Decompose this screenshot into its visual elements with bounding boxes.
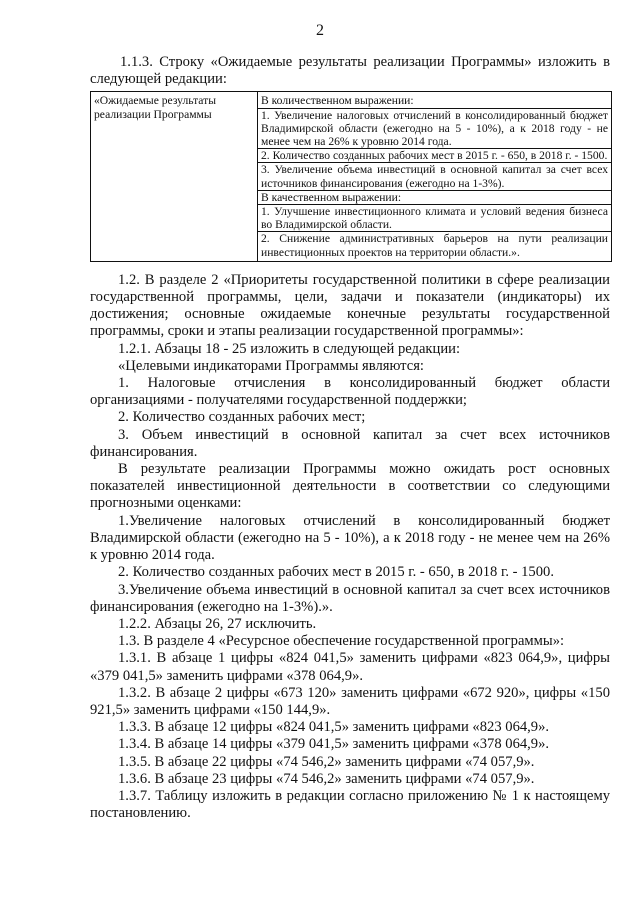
table-line: 2. Снижение административных барьеров на пути реализации инвестиционных проектов на территории области.».	[258, 231, 611, 258]
paragraph: 1.2.1. Абзацы 18 - 25 изложить в следующей редакции:	[118, 340, 461, 357]
table-line: 1. Улучшение инвестиционного климата и условий ведения бизнеса во Владимирской области.	[258, 204, 611, 231]
intro-paragraph: 1.1.3. Строку «Ожидаемые результаты реализации Программы» изложить в следующей редакции:	[90, 54, 610, 88]
paragraph: 1.3. В разделе 4 «Ресурсное обеспечение государственной программы»:	[118, 633, 565, 650]
table-left-cell: «Ожидаемые результаты реализации Программы	[91, 92, 258, 261]
paragraph: 1.Увеличение налоговых отчислений в консолидированный бюджет Владимирской области (ежегодно на 5 - 10%), а к 2018 году - не менее чем на 26% к уровню 2014 года.	[90, 512, 610, 564]
paragraph: «Целевыми индикаторами Программы являются:	[118, 357, 424, 374]
paragraph: 1.3.7. Таблицу изложить в редакции согласно приложению № 1 к настоящему постановлению.	[90, 787, 610, 822]
paragraph: 2. Количество созданных рабочих мест в 2015 г. - 650, в 2018 г. - 1500.	[118, 564, 554, 581]
paragraph: 1.3.1. В абзаце 1 цифры «824 041,5» заменить цифрами «823 064,9», цифры «379 041,5» заменить цифрами «378 064,9».	[90, 650, 610, 684]
paragraph: 1.3.2. В абзаце 2 цифры «673 120» заменить цифрами «672 920», цифры «150 921,5» заменить цифрами «150 144,9».	[90, 684, 610, 718]
table-line: В количественном выражении:	[261, 94, 414, 108]
table-line: 2. Количество созданных рабочих мест в 2015 г. - 650, в 2018 г. - 1500.	[258, 148, 611, 162]
paragraph: 3. Объем инвестиций в основной капитал за счет всех источников финансирования.	[90, 426, 610, 460]
table-row	[91, 92, 612, 261]
table-line: 1. Увеличение налоговых отчислений в консолидированный бюджет Владимирской области (ежегодно на 5 - 10%), а к 2018 году - не менее чем на 26% к уровню 2014 года.	[258, 108, 611, 149]
table-right-cell	[258, 92, 612, 261]
paragraph: 1.2. В разделе 2 «Приоритеты государственной политики в сфере реализации государственной программы, цели, задачи и показатели (индикаторы) их достижения; основные ожидаемые конечные результаты государственной программы, сроки и этапы реализации государственной программы»:	[90, 271, 610, 340]
paragraph: 1.3.5. В абзаце 22 цифры «74 546,2» заменить цифрами «74 057,9».	[118, 753, 535, 770]
document-body	[90, 54, 610, 822]
paragraph: 2. Количество созданных рабочих мест;	[118, 409, 366, 426]
paragraph: 3.Увеличение объема инвестиций в основной капитал за счет всех источников финансирования (ежегодно на 1-3%).».	[90, 581, 610, 615]
paragraph: 1.3.4. В абзаце 14 цифры «379 041,5» заменить цифрами «378 064,9».	[118, 736, 550, 753]
table-line: 3. Увеличение объема инвестиций в основной капитал за счет всех источников финансирования (ежегодно на 1-3%).	[258, 162, 611, 189]
paragraph: 1.3.3. В абзаце 12 цифры «824 041,5» заменить цифрами «823 064,9».	[118, 719, 550, 736]
page-number: 2	[316, 22, 324, 39]
amendment-paragraphs	[90, 272, 610, 823]
paragraph: В результате реализации Программы можно ожидать рост основных показателей инвестиционной деятельности в соответствии со следующими прогнозными оценками:	[90, 461, 610, 512]
table-line: В качественном выражении:	[258, 190, 611, 204]
paragraph: 1.2.2. Абзацы 26, 27 исключить.	[118, 615, 317, 632]
paragraph: 1.3.6. В абзаце 23 цифры «74 546,2» заменить цифрами «74 057,9».	[118, 770, 535, 787]
paragraph: 1. Налоговые отчисления в консолидированный бюджет области организациями - получателями государственной поддержки;	[90, 375, 610, 409]
results-table	[90, 91, 612, 261]
